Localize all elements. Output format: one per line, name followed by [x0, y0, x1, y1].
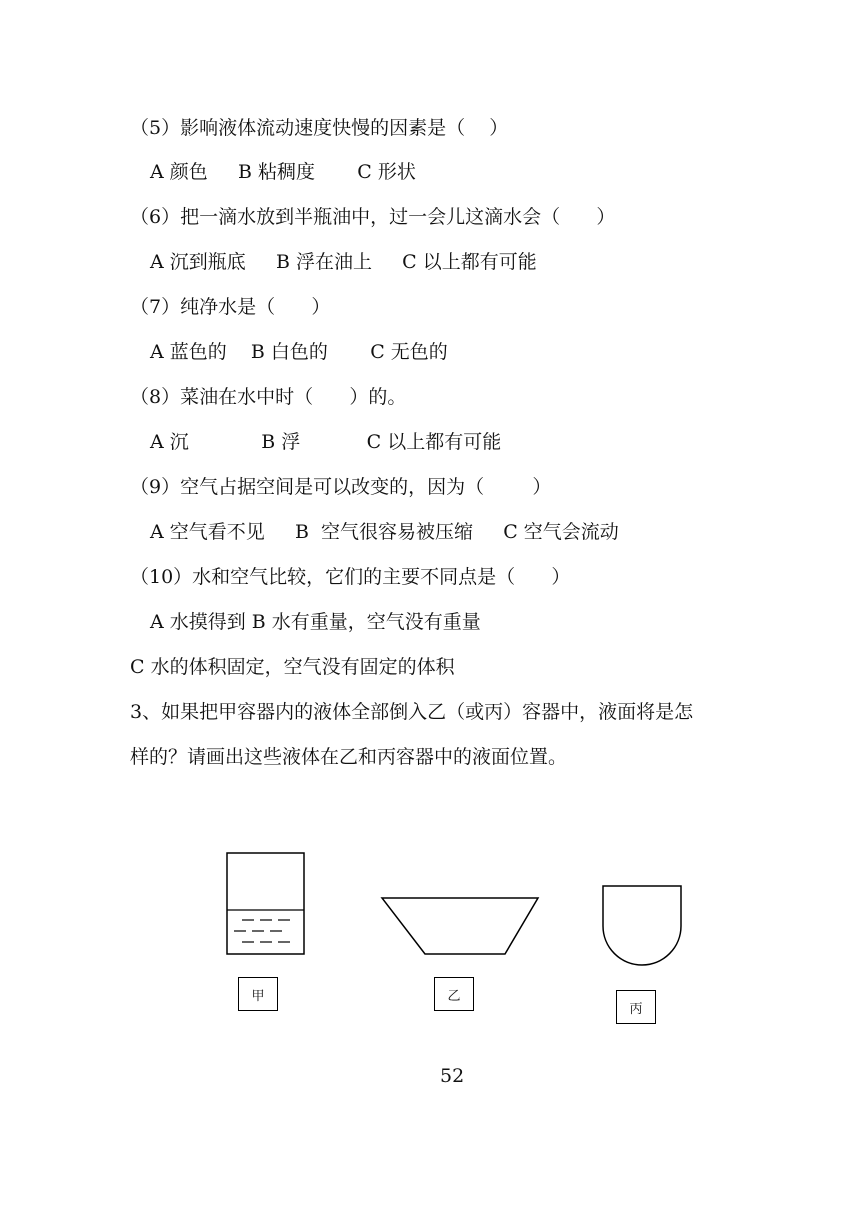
question-10-option-c: C 水的体积固定，空气没有固定的体积 — [130, 656, 455, 678]
question-9-stem: （9）空气占据空间是可以改变的，因为（ ） — [130, 476, 552, 498]
container-yi — [382, 898, 538, 954]
page-number: 52 — [440, 1065, 465, 1087]
question-7-stem: （7）纯净水是（ ） — [130, 296, 331, 318]
label-bing: 丙 — [616, 990, 656, 1024]
question-3-line-2: 样的？请画出这些液体在乙和丙容器中的液面位置。 — [130, 746, 568, 768]
container-bing — [603, 886, 681, 965]
label-yi: 乙 — [434, 977, 474, 1011]
question-6-options: A 沉到瓶底 B 浮在油上 C 以上都有可能 — [150, 251, 537, 273]
question-5-options: A 颜色 B 粘稠度 C 形状 — [150, 161, 416, 183]
question-10-options: A 水摸得到 B 水有重量，空气没有重量 — [150, 611, 481, 633]
question-10-stem: （10）水和空气比较，它们的主要不同点是（ ） — [130, 566, 571, 588]
liquid-marks — [234, 920, 290, 942]
question-6-stem: （6）把一滴水放到半瓶油中，过一会儿这滴水会（ ） — [130, 206, 616, 228]
question-9-options: A 空气看不见 B 空气很容易被压缩 C 空气会流动 — [150, 521, 619, 543]
label-jia: 甲 — [238, 977, 278, 1011]
question-5-stem: （5）影响液体流动速度快慢的因素是（ ） — [130, 117, 509, 139]
container-jia — [227, 853, 304, 954]
question-3-line-1: 3、如果把甲容器内的液体全部倒入乙（或丙）容器中，液面将是怎 — [130, 701, 694, 723]
question-7-options: A 蓝色的 B 白色的 C 无色的 — [150, 341, 448, 363]
question-8-options: A 沉 B 浮 C 以上都有可能 — [150, 431, 502, 453]
question-8-stem: （8）菜油在水中时（ ）的。 — [130, 386, 407, 408]
